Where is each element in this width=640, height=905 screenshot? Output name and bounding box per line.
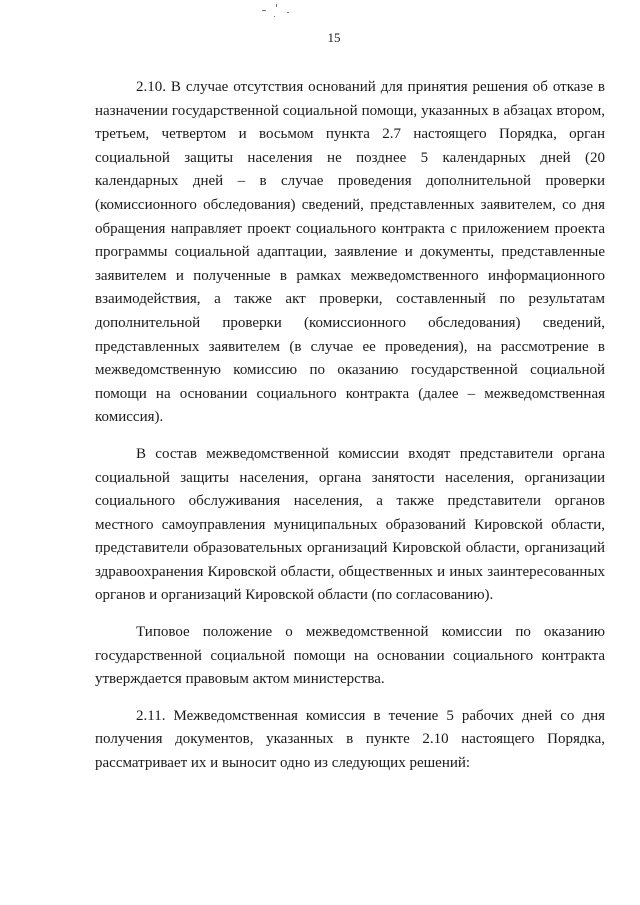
page-number: 15: [327, 30, 341, 45]
document-body: [95, 76, 605, 776]
paragraph-2-10: 2.10. В случае отсутствия оснований для принятия решения об отказе в назначении государственной социальной помощи, указанных в абзацах втором, третьем, четвертом и восьмом пункта 2.7 настоящего Порядка, орган социальной защиты населения не позднее 5 календарных дней (20 календарных дней – в случае проведения дополнительной проверки (комиссионного обследования) сведений, представленных заявителем, со дня обращения направляет проект социального контракта с приложением проекта программы социальной адаптации, заявление и документы, представленные заявителем и полученные в рамках межведомственного информационного взаимодействия, а также акт проверки, составленный по результатам дополнительной проверки (комиссионного обследования) сведений, представленных заявителем (в случае ее проведения), на рассмотрение в межведомственную комиссию по оказанию государственной социальной помощи на основании социального контракта (далее – межведомственная комиссия).: [95, 79, 605, 426]
paragraph-typical-regulation: Типовое положение о межведомственной комиссии по оказанию государственной социальной помощи на основании социального контракта утверждается правовым актом министерства.: [95, 624, 605, 688]
paragraph-2-11: 2.11. Межведомственная комиссия в течение 5 рабочих дней со дня получения документов, указанных в пункте 2.10 настоящего Порядка, рассматривает их и выносит одно из следующих решений:: [95, 707, 605, 772]
paragraph-commission-composition: В состав межведомственной комиссии входят представители органа социальной защиты населения, органа занятости населения, организации социального обслуживания населения, а также представители органов местного самоуправления муниципальных образований Кировской области, представители образовательных организаций Кировской области, организаций здравоохранения Кировской области, общественных и иных заинтересованных органов и организаций Кировской области (по согласованию).: [95, 445, 605, 604]
